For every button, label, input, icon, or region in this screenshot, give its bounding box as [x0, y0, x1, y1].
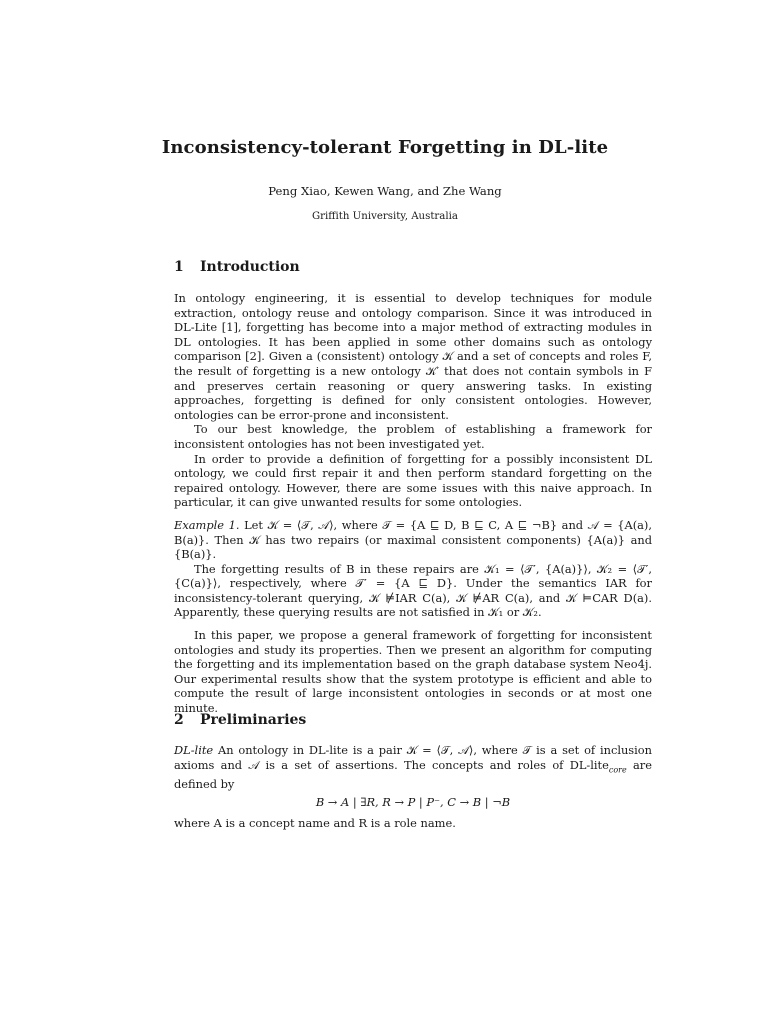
section-heading-introduction [174, 259, 300, 275]
paragraph: To our best knowledge, the problem of establishing a framework for inconsistent ontologies has not been investigated yet. [174, 422, 652, 451]
subscript: core [608, 764, 627, 774]
introduction-body [174, 291, 652, 716]
run-in-label: DL-lite [174, 743, 214, 757]
paper-affiliation: Griffith University, Australia [312, 211, 458, 222]
section-title: Introduction [200, 259, 300, 275]
display-equation: B → A | ∃R, R → P | P⁻, C → B | ¬B [315, 795, 511, 810]
example-block [174, 518, 652, 562]
paragraph: In order to provide a definition of forgetting for a possibly inconsistent DL ontology, we could first repair it and then perform standard forgetting on the repaired ontology. However, there are some issues with this naive approach. In particular, it can give unwanted results for some ontologies. [174, 451, 652, 510]
paper-authors: Peng Xiao, Kewen Wang, and Zhe Wang [268, 184, 502, 198]
paragraph: In ontology engineering, it is essential to develop techniques for module extraction, ontology reuse and ontology comparison. Since it was introduced in DL-Lite [1], forgetting has become into a major method of extracting modules in DL ontologies. It has been applied in some other domains such as ontology comparison [2]. Given a (consistent) ontology 𝒦 and a set of concepts and roles F, the result of forgetting is a new ontology 𝒦′ that does not contain symbols in F and preserves certain reasoning or query answering tasks. In existing approaches, forgetting is defined for only consistent ontologies. However, ontologies can be error-prone and inconsistent. [174, 291, 652, 422]
section-title: Preliminaries [200, 712, 307, 728]
lead-text: An ontology in DL-lite is a pair 𝒦 = ⟨𝒯, 𝒜⟩, where 𝒯 is a set of inclusion axioms and 𝒜 is a set of assertions. The concepts and roles of DL-lite [174, 743, 652, 772]
section-number: 1 [174, 259, 184, 275]
section-number: 2 [174, 712, 184, 728]
lead-tail: are defined by [174, 757, 652, 792]
section-heading-preliminaries [174, 712, 306, 728]
paper-title: Inconsistency-tolerant Forgetting in DL-lite [161, 137, 609, 158]
preliminaries-body [174, 743, 652, 830]
example-label: Example 1. [174, 517, 240, 532]
paragraph [174, 743, 652, 792]
paragraph: where A is a concept name and R is a role name. [174, 815, 456, 830]
example-text: Let 𝒦 = ⟨𝒯, 𝒜⟩, where 𝒯 = {A ⊑ D, B ⊑ C, A ⊑ ¬B} and 𝒜 = {A(a), B(a)}. Then 𝒦 has two repairs (or maximal consistent components) {A(a)} and {B(a)}. [174, 517, 652, 562]
paragraph: In this paper, we propose a general framework of forgetting for inconsistent ontologies and study its properties. Then we present an algorithm for computing the forgetting and its implementation based on the graph database system Neo4j. Our experimental results show that the system prototype is efficient and able to compute the result of large inconsistent ontologies in seconds or at most one minute. [174, 628, 652, 716]
example-continuation: The forgetting results of B in these repairs are 𝒦₁ = ⟨𝒯′, {A(a)}⟩, 𝒦₂ = ⟨𝒯′, {C(a)}⟩, respectively, where 𝒯′ = {A ⊑ D}. Under the semantics IAR for inconsistency-tolerant querying, 𝒦 ⊭IAR C(a), 𝒦 ⊭AR C(a), and 𝒦 ⊨CAR D(a). Apparently, these querying results are not satisfied in 𝒦₁ or 𝒦₂. [174, 561, 652, 620]
